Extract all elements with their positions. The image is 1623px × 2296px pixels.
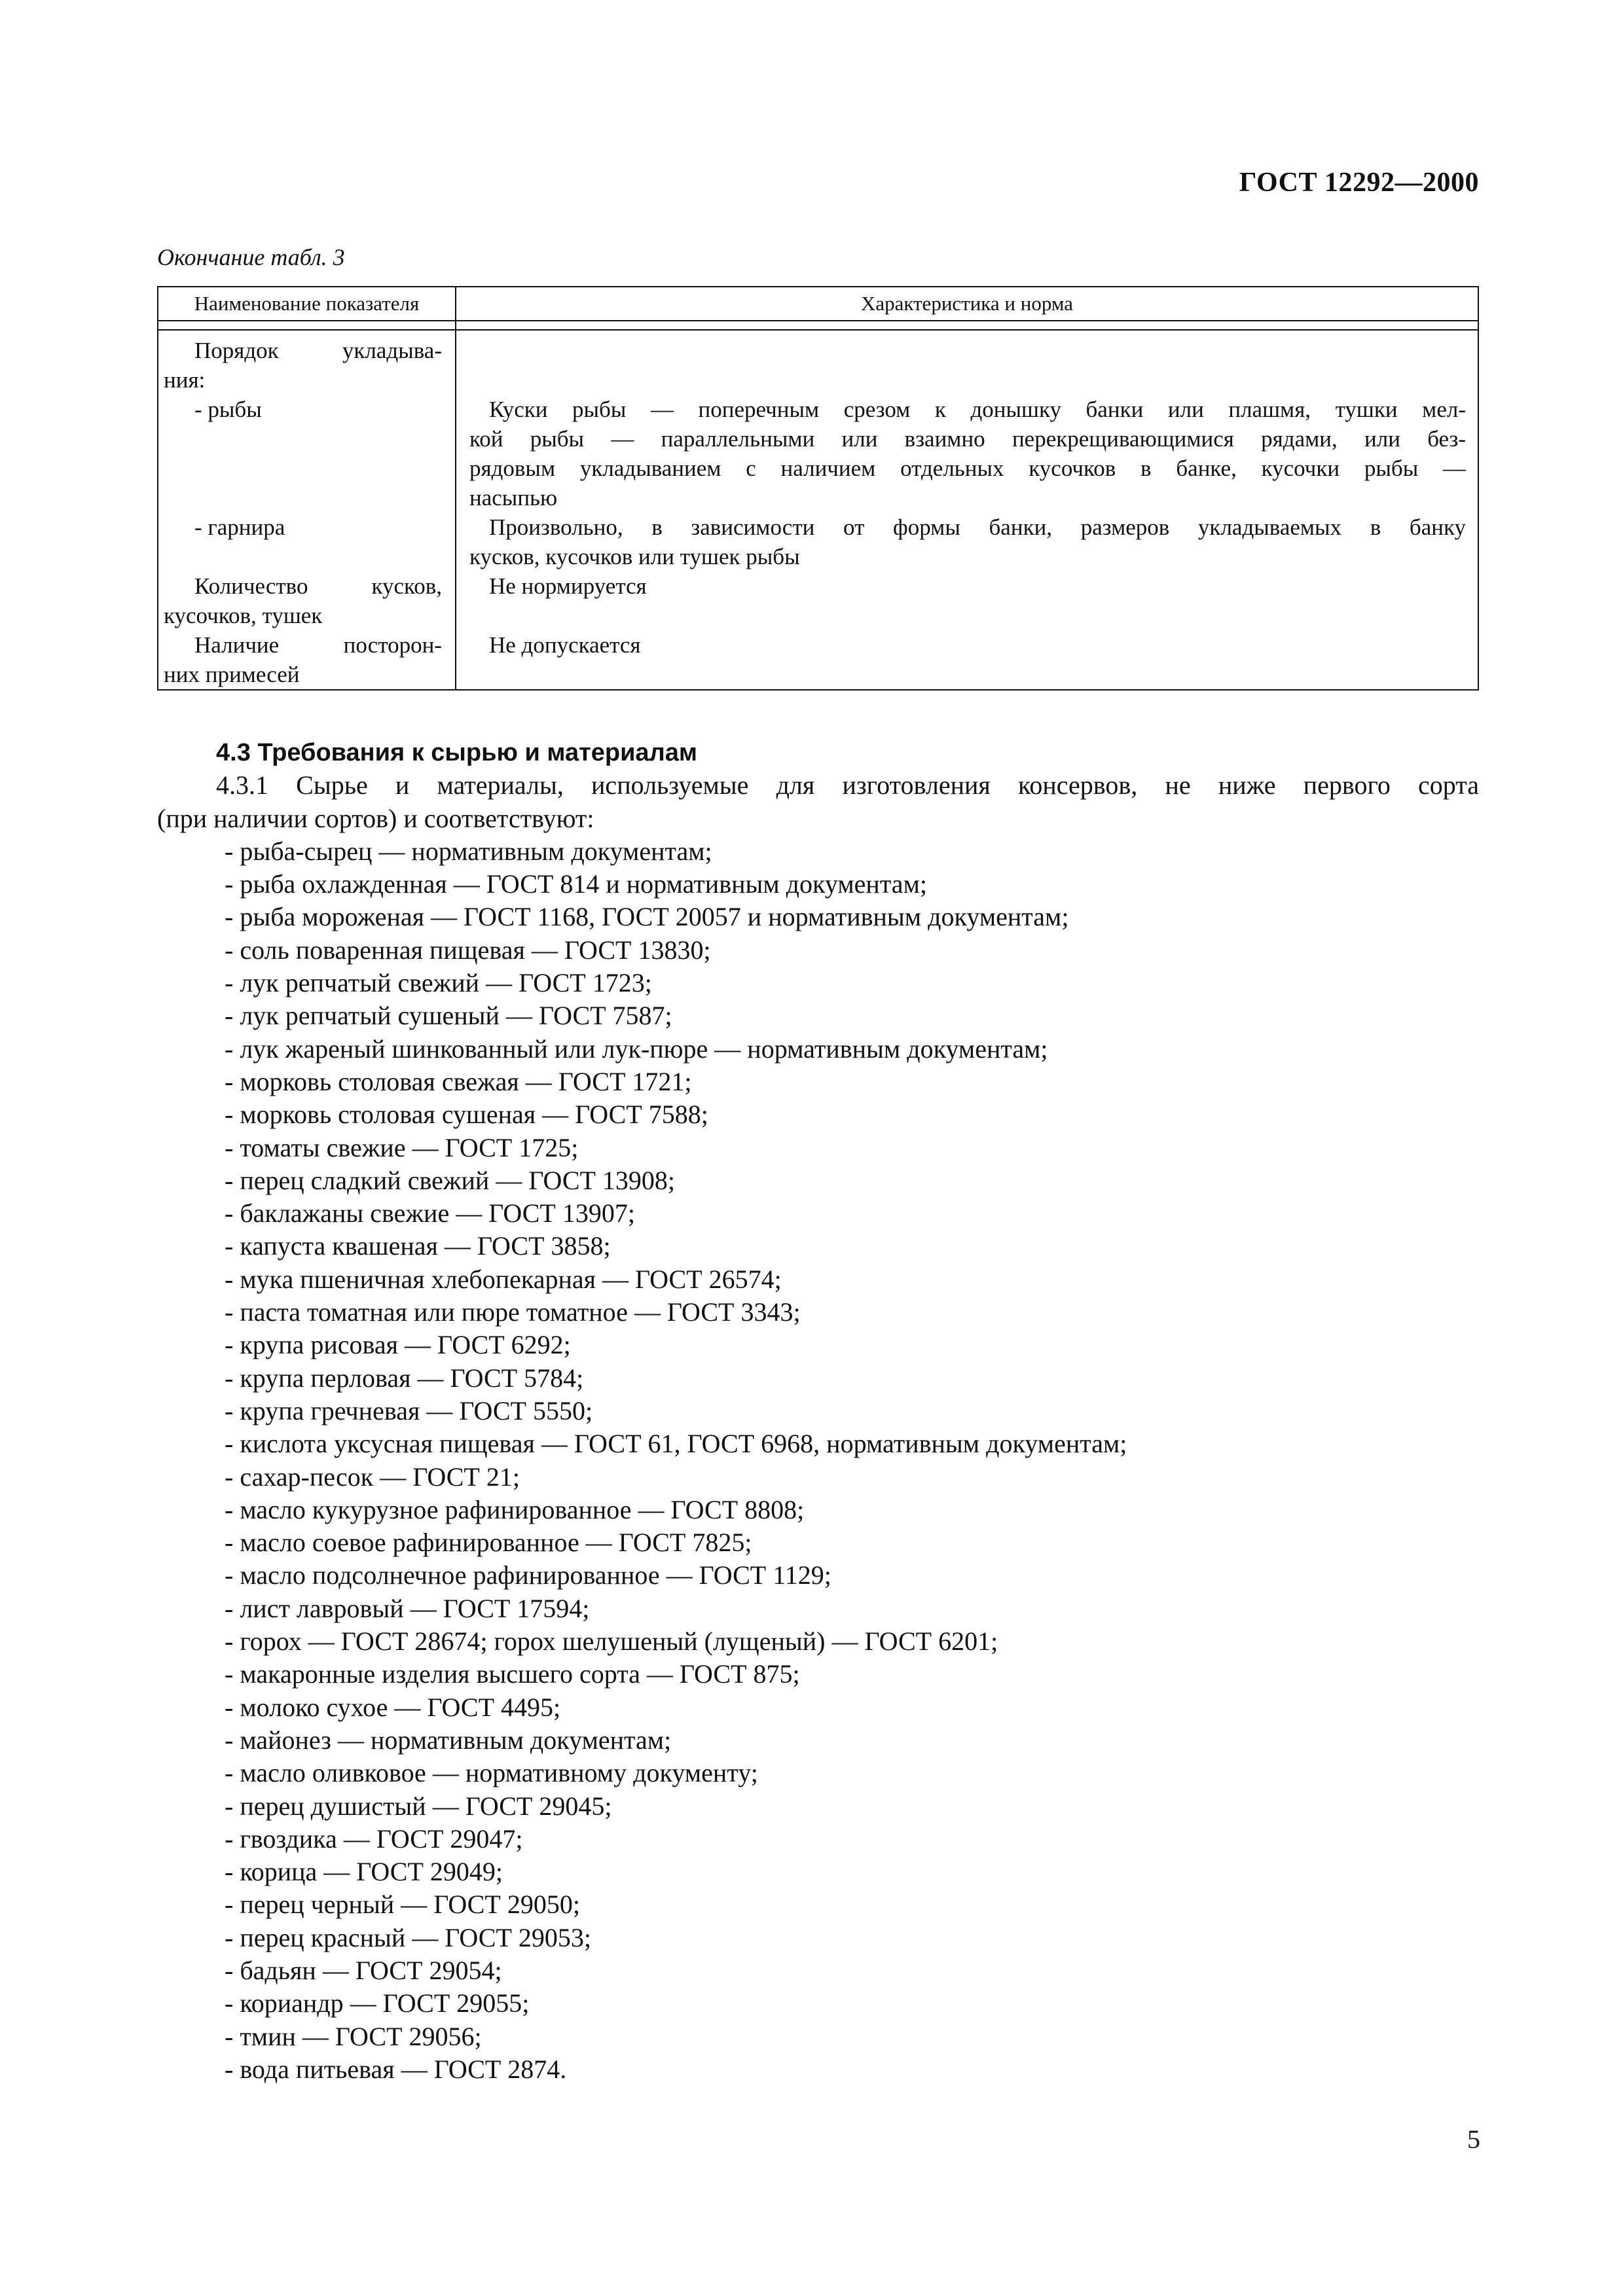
list-item: - мука пшеничная хлебопекарная — ГОСТ 26574; (225, 1264, 782, 1294)
table-cell-line: кусочков, тушек (164, 603, 323, 628)
table-cell-line (158, 542, 455, 571)
requirements-list (157, 835, 1479, 2086)
table-body (158, 331, 1478, 689)
column-header-indicator: Наименование показателя (158, 287, 456, 320)
list-item: - сахар-песок — ГОСТ 21; (225, 1462, 520, 1492)
table-column-indicator (158, 331, 456, 689)
list-item: - вода питьевая — ГОСТ 2874. (225, 2054, 567, 2084)
table-cell-line (158, 424, 455, 454)
paragraph-line: (при наличии сортов) и соответствуют: (157, 803, 594, 833)
table-cell-line (456, 660, 1478, 689)
list-item: - кислота уксусная пищевая — ГОСТ 61, ГОСТ 6968, нормативным документам; (225, 1429, 1127, 1459)
section-heading: 4.3 Требования к сырью и материалам (216, 739, 697, 766)
column-header-characteristic: Характеристика и норма (860, 292, 1074, 315)
list-item: - лук жареный шинкованный или лук-пюре — нормативным документам; (225, 1033, 1048, 1064)
table-cell-line: Не нормируется (489, 573, 647, 599)
list-item: - рыба охлажденная — ГОСТ 814 и нормативным документам; (225, 869, 927, 899)
list-item: - макаронные изделия высшего сорта — ГОСТ 875; (225, 1659, 800, 1689)
table-cell-line: - рыбы (194, 397, 262, 422)
table-cell-line (158, 483, 455, 512)
list-item: - крупа рисовая — ГОСТ 6292; (225, 1330, 571, 1360)
table-cell-line: Не допускается (489, 632, 641, 658)
document-header: ГОСТ 12292—2000 (1239, 168, 1479, 198)
table-cell-line: рядовым укладыванием с наличием отдельных кусочков в банке, кусочки рыбы — (469, 456, 1466, 481)
list-item: - лук репчатый сушеный — ГОСТ 7587; (225, 1001, 672, 1031)
list-item: - крупа перловая — ГОСТ 5784; (225, 1363, 584, 1393)
list-item: - томаты свежие — ГОСТ 1725; (225, 1132, 579, 1162)
paragraph-line: 4.3.1 Сырье и материалы, используемые для изготовления консервов, не ниже первого сорта (216, 770, 1479, 800)
list-item: - тмин — ГОСТ 29056; (225, 2021, 482, 2051)
list-item: - перец красный — ГОСТ 29053; (225, 1922, 591, 1952)
table-cell-line (158, 454, 455, 483)
table-caption: Окончание табл. 3 (157, 244, 345, 270)
list-item: - морковь столовая свежая — ГОСТ 1721; (225, 1066, 692, 1096)
list-item: - майонез — нормативным документам; (225, 1725, 672, 1755)
table-cell-line (456, 601, 1478, 630)
table-header-separator (158, 321, 1478, 331)
table-cell-line (456, 336, 1478, 365)
table-cell-line: Наличие посторон- (194, 632, 442, 658)
list-item: - соль поваренная пищевая — ГОСТ 13830; (225, 935, 711, 965)
list-item: - кориандр — ГОСТ 29055; (225, 1988, 530, 2018)
list-item: - рыба мороженая — ГОСТ 1168, ГОСТ 20057 и нормативным документам; (225, 902, 1069, 932)
list-item: - горох — ГОСТ 28674; горох шелушеный (лущеный) — ГОСТ 6201; (225, 1626, 998, 1657)
section-4-3 (157, 736, 1479, 2086)
table-cell-line: Количество кусков, (194, 573, 442, 599)
list-item: - масло кукурузное рафинированное — ГОСТ 8808; (225, 1494, 805, 1524)
table (157, 286, 1479, 691)
list-item: - рыба-сырец — нормативным документам; (225, 836, 712, 866)
list-item: - гвоздика — ГОСТ 29047; (225, 1823, 523, 1854)
table-header-row (158, 287, 1478, 321)
table-cell-line: насыпью (469, 485, 558, 511)
page-number: 5 (1467, 2125, 1480, 2154)
list-item: - лук репчатый свежий — ГОСТ 1723; (225, 968, 652, 998)
list-item: - крупа гречневая — ГОСТ 5550; (225, 1395, 593, 1426)
table-column-characteristic (456, 331, 1478, 689)
list-item: - масло соевое рафинированное — ГОСТ 7825; (225, 1528, 752, 1558)
list-item: - масло оливковое — нормативному документу; (225, 1758, 758, 1788)
list-item: - перец сладкий свежий — ГОСТ 13908; (225, 1165, 676, 1195)
table-cell-line: ния: (164, 367, 206, 393)
list-item: - корица — ГОСТ 29049; (225, 1857, 503, 1887)
list-item: - бадьян — ГОСТ 29054; (225, 1955, 502, 1985)
list-item: - паста томатная или пюре томатное — ГОСТ 3343; (225, 1297, 801, 1327)
list-item: - масло подсолнечное рафинированное — ГОСТ 1129; (225, 1560, 831, 1590)
list-item: - морковь столовая сушеная — ГОСТ 7588; (225, 1100, 708, 1130)
list-item: - перец душистый — ГОСТ 29045; (225, 1791, 612, 1821)
list-item: - баклажаны свежие — ГОСТ 13907; (225, 1198, 635, 1229)
table-cell-line: - гарнира (194, 514, 285, 540)
table-cell-line: кой рыбы — параллельными или взаимно перекрещивающимися рядами, или без- (469, 426, 1466, 452)
table-cell-line: Куски рыбы — поперечным срезом к донышку банки или плашмя, тушки мел- (489, 397, 1466, 422)
list-item: - молоко сухое — ГОСТ 4495; (225, 1692, 561, 1722)
table-cell-line: Порядок укладыва- (194, 338, 442, 363)
list-item: - лист лавровый — ГОСТ 17594; (225, 1593, 590, 1623)
table-cell-line: кусков, кусочков или тушек рыбы (469, 544, 800, 569)
table-cell-line: Произвольно, в зависимости от формы банки, размеров укладываемых в банку (489, 514, 1466, 540)
table-cell-line: них примесей (164, 662, 300, 687)
table-cell-line (456, 365, 1478, 395)
list-item: - капуста квашеная — ГОСТ 3858; (225, 1231, 611, 1261)
list-item: - перец черный — ГОСТ 29050; (225, 1890, 580, 1920)
